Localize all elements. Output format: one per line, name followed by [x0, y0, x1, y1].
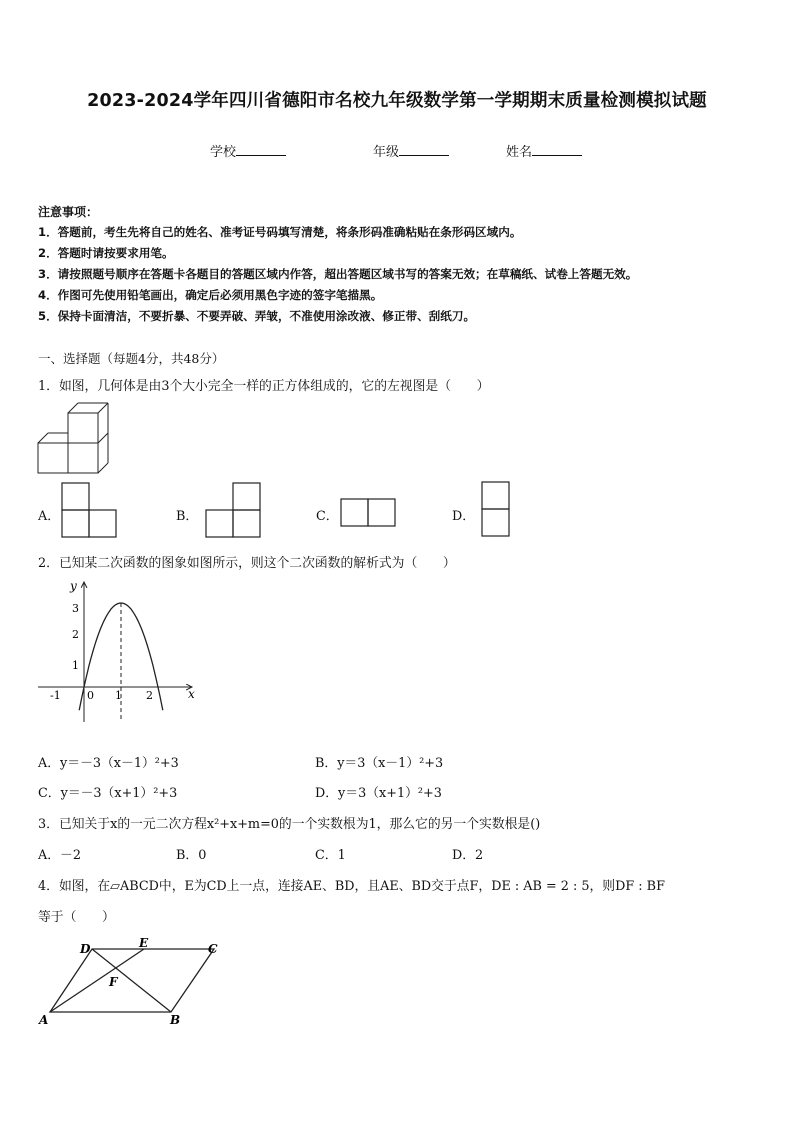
grade-blank: [399, 142, 449, 156]
x-axis-label: x: [188, 687, 195, 701]
q1-option-d-label[interactable]: D．: [452, 509, 476, 524]
name-field: [506, 141, 582, 160]
q3-option-c[interactable]: C．1: [315, 848, 346, 863]
q3-option-b[interactable]: B．0: [176, 848, 207, 863]
note-item: 5．保持卡面清洁，不要折暴、不要弄破、弄皱，不准使用涂改液、修正带、刮纸刀。: [38, 309, 476, 323]
q2-parabola-graph: [36, 576, 201, 726]
q1-option-c-figure: [340, 498, 398, 528]
grade-field: [373, 141, 449, 160]
y-tick-label: 3: [72, 602, 79, 615]
point-e-label: E: [139, 936, 149, 950]
vertex-c-label: C: [208, 942, 218, 956]
vertex-b-label: B: [170, 1013, 181, 1027]
note-item: 2．答题时请按要求用笔。: [38, 246, 174, 260]
question-1-text: 1．如图，几何体是由3个大小完全一样的正方体组成的，它的左视图是（ ）: [38, 379, 490, 394]
note-item: 4．作图可先使用铅笔画出，确定后必须用黑色字迹的签字笔描黑。: [38, 288, 383, 302]
q3-option-a[interactable]: A．－2: [38, 848, 81, 863]
q1-option-d-figure: [481, 481, 511, 537]
q2-option-c[interactable]: C．y＝－3（x+1）²+3: [38, 786, 178, 801]
q2-option-b[interactable]: B．y＝3（x－1）²+3: [315, 756, 444, 771]
q1-option-a-figure: [61, 482, 119, 538]
x-tick-label: 1: [115, 689, 122, 702]
section-heading: 一、选择题（每题4分，共48分）: [38, 351, 225, 366]
x-tick-label: -1: [50, 689, 61, 702]
y-axis-label: y: [70, 579, 77, 593]
school-label: 学校: [210, 145, 237, 160]
q1-option-a-label[interactable]: A．: [38, 509, 61, 524]
vertex-a-label: A: [39, 1013, 49, 1027]
question-4-text-cont: 等于（ ）: [38, 910, 115, 925]
y-tick-label: 2: [72, 628, 79, 641]
page-title: 2023-2024学年四川省德阳市名校九年级数学第一学期期末质量检测模拟试题: [87, 91, 707, 111]
grade-label: 年级: [373, 145, 400, 160]
x-tick-label: 0: [87, 689, 94, 702]
q1-solid-figure: [36, 402, 116, 478]
q4-parallelogram-figure: [36, 936, 226, 1028]
q1-option-b-label[interactable]: B．: [176, 509, 199, 524]
question-4-text: 4．如图，在▱ABCD中，E为CD上一点，连接AE、BD，且AE、BD交于点F，DE : AB = 2 : 5，则DF : BF: [38, 879, 665, 894]
q1-option-b-figure: [205, 482, 263, 538]
name-blank: [532, 142, 582, 156]
vertex-d-label: D: [80, 942, 91, 956]
notes-heading: 注意事项：: [38, 205, 99, 219]
question-3-text: 3．已知关于x的一元二次方程x²+x+m=0的一个实数根为1，那么它的另一个实数根是(): [38, 817, 541, 832]
note-item: 3．请按照题号顺序在答题卡各题目的答题区域内作答，超出答题区域书写的答案无效；在草稿纸、试卷上答题无效。: [38, 267, 638, 281]
name-label: 姓名: [506, 145, 533, 160]
q2-option-d[interactable]: D．y＝3（x+1）²+3: [315, 786, 442, 801]
y-tick-label: 1: [72, 659, 79, 672]
school-field: [210, 141, 286, 160]
question-2-text: 2．已知某二次函数的图象如图所示，则这个二次函数的解析式为（ ）: [38, 556, 456, 571]
point-f-label: F: [109, 975, 118, 989]
school-blank: [236, 142, 286, 156]
q1-option-c-label[interactable]: C．: [316, 509, 339, 524]
note-item: 1．答题前，考生先将自己的姓名、准考证号码填写清楚，将条形码准确粘贴在条形码区域内。: [38, 225, 522, 239]
q3-option-d[interactable]: D．2: [452, 848, 484, 863]
x-tick-label: 2: [146, 689, 153, 702]
q2-option-a[interactable]: A．y＝－3（x－1）²+3: [38, 756, 179, 771]
